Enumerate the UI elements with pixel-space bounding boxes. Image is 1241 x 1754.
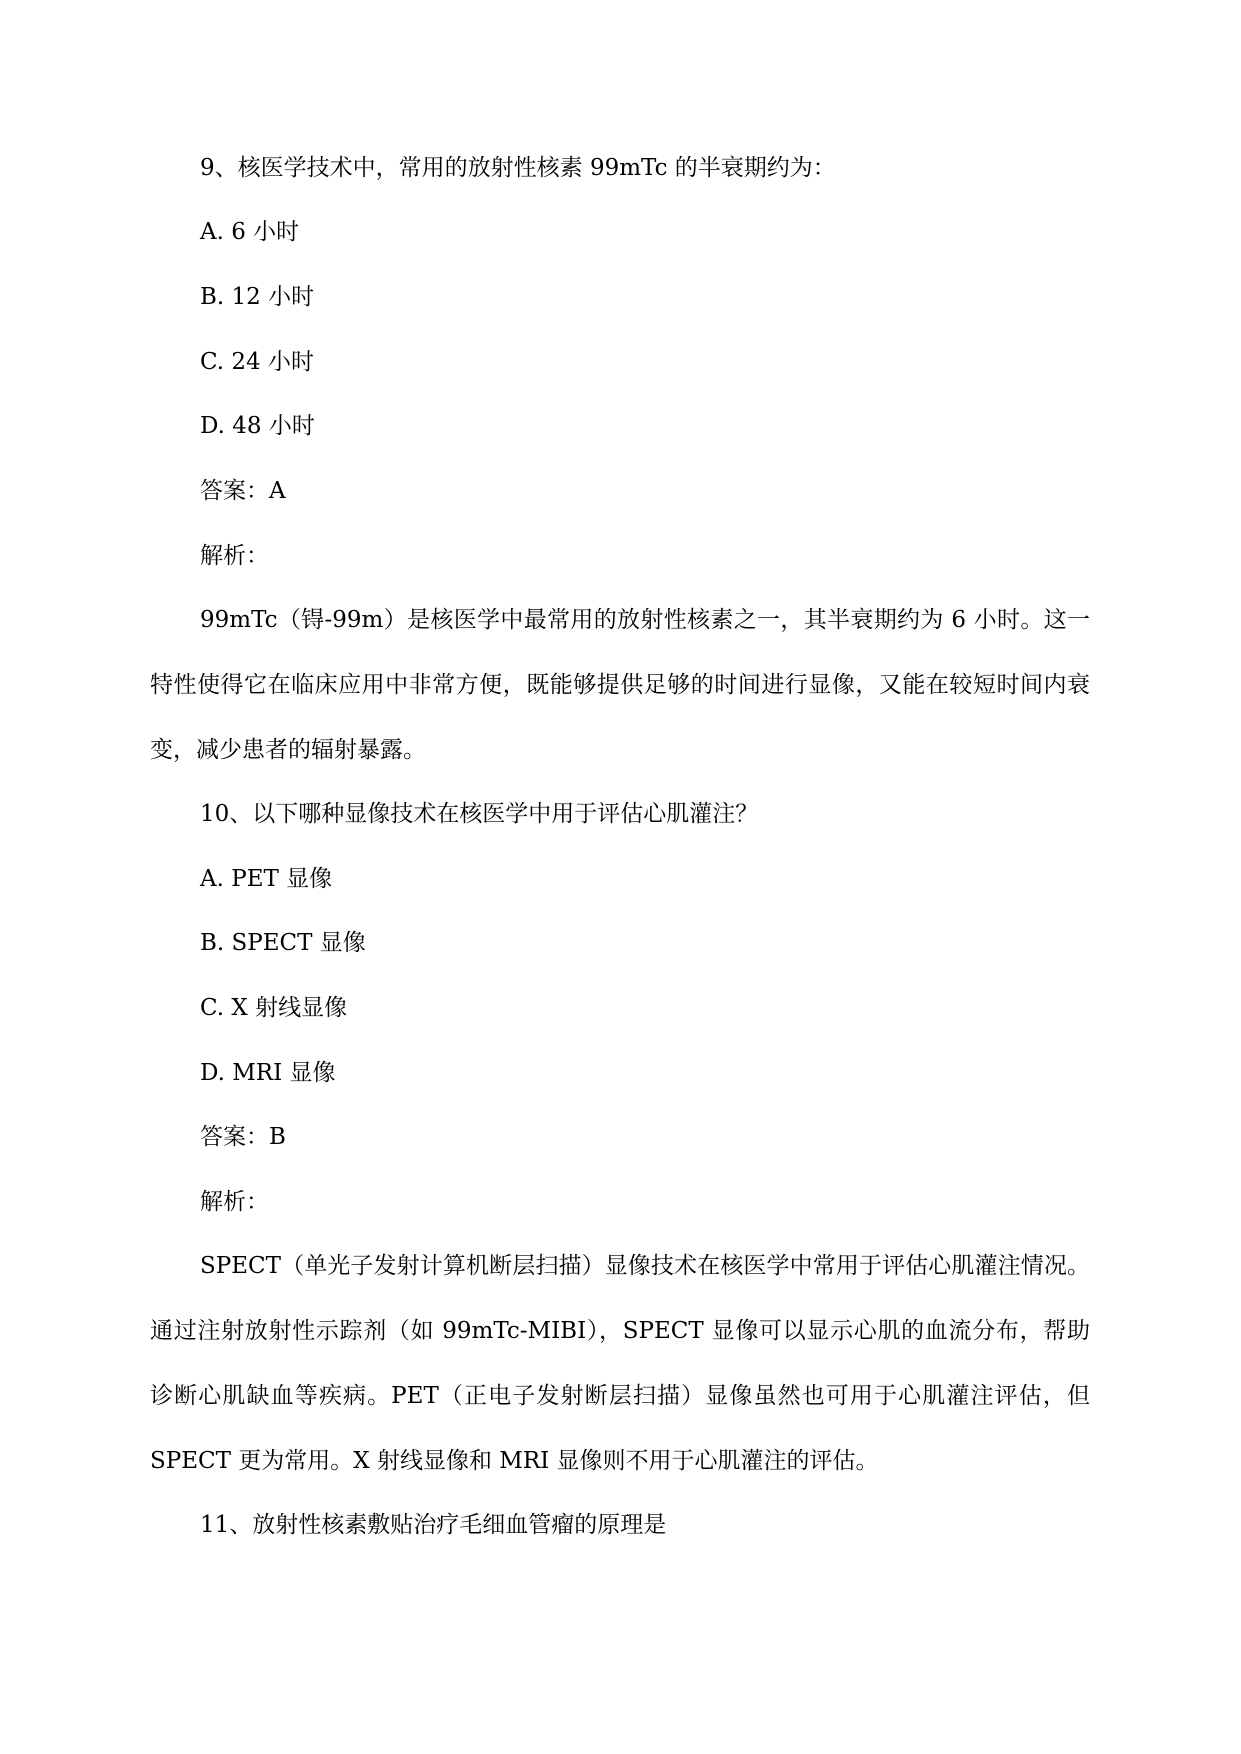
- question-10-analysis: SPECT（单光子发射计算机断层扫描）显像技术在核医学中常用于评估心肌灌注情况。通过注射放射性示踪剂（如 99mTc-MIBI），SPECT 显像可以显示心肌的血流分布，帮助诊断心肌缺血等疾病。PET（正电子发射断层扫描）显像虽然也可用于心肌灌注评估，但 SPECT 更为常用。X 射线显像和 MRI 显像则不用于心肌灌注的评估。: [150, 1253, 1090, 1474]
- question-10-option-d: D. MRI 显像: [200, 1060, 336, 1086]
- question-9-analysis-label: 解析：: [200, 543, 269, 569]
- question-9-option-b: B. 12 小时: [200, 284, 315, 310]
- question-9-analysis: 99mTc（锝-99m）是核医学中最常用的放射性核素之一，其半衰期约为 6 小时。这一特性使得它在临床应用中非常方便，既能够提供足够的时间进行显像，又能在较短时间内衰变，减少患者的辐射暴露。: [150, 607, 1090, 763]
- question-10-option-a: A. PET 显像: [200, 866, 333, 892]
- question-10-option-c: C. X 射线显像: [200, 995, 348, 1021]
- question-10-stem: 10、以下哪种显像技术在核医学中用于评估心肌灌注？: [200, 801, 759, 827]
- question-10-analysis-label: 解析：: [200, 1189, 269, 1215]
- question-10-answer: 答案：B: [200, 1124, 286, 1150]
- question-9-answer: 答案：A: [200, 478, 286, 504]
- question-9-stem: 9、核医学技术中，常用的放射性核素 99mTc 的半衰期约为：: [200, 155, 836, 181]
- question-11-stem: 11、放射性核素敷贴治疗毛细血管瘤的原理是: [200, 1512, 667, 1538]
- question-9-option-c: C. 24 小时: [200, 349, 314, 375]
- question-9-option-d: D. 48 小时: [200, 413, 315, 439]
- question-10-option-b: B. SPECT 显像: [200, 930, 366, 956]
- question-9-option-a: A. 6 小时: [200, 219, 300, 245]
